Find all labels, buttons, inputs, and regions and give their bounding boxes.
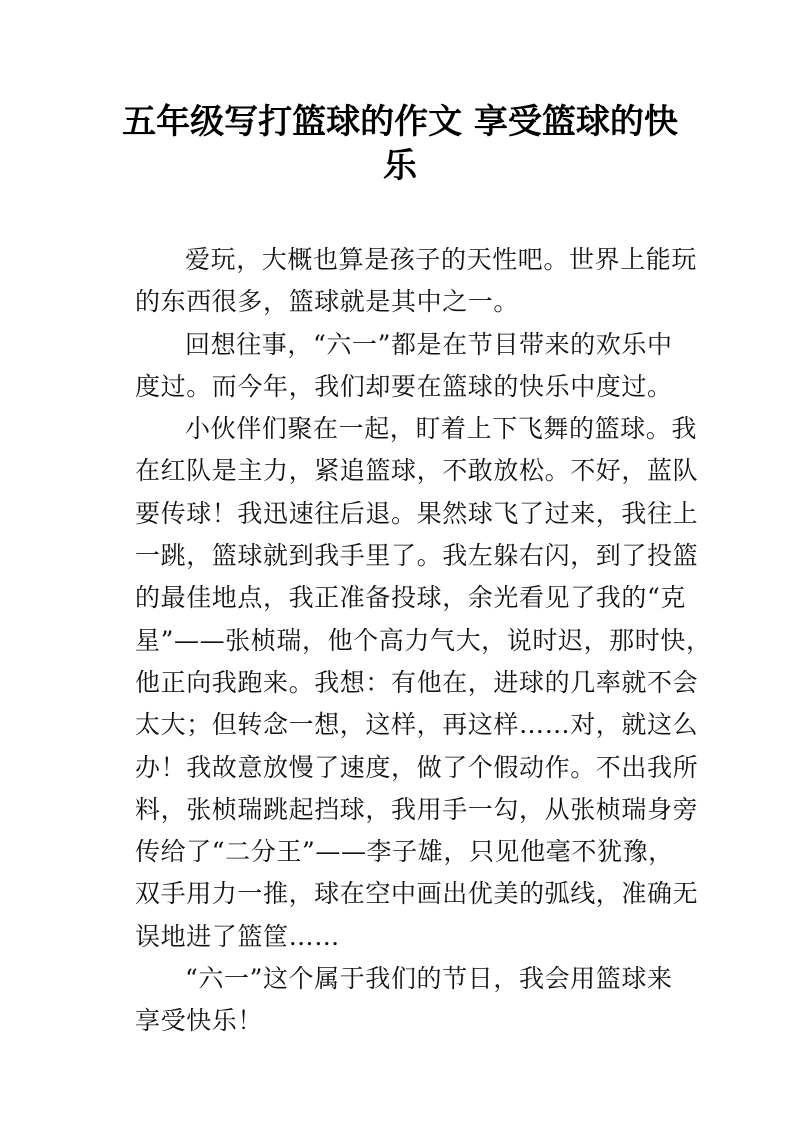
paragraph-line: 一跳，篮球就到我手里了。我左躲右闪，到了投篮 — [135, 541, 699, 571]
title-line-2: 乐 — [383, 146, 417, 186]
paragraph-line: 享受快乐！ — [135, 1006, 264, 1036]
paragraph-line: 小伙伴们聚在一起，盯着上下飞舞的篮球。我 — [185, 414, 698, 444]
paragraph-line: 误地进了篮筐…… — [135, 921, 340, 951]
paragraph-4 — [135, 958, 675, 1043]
paragraph-line: 星”——张桢瑞，他个高力气大，说时迟，那时快， — [135, 625, 712, 655]
paragraph-3 — [135, 408, 712, 958]
paragraph-line: 他正向我跑来。我想：有他在，进球的几率就不会 — [135, 667, 699, 697]
paragraph-line: 的最佳地点，我正准备投球，余光看见了我的“克 — [135, 583, 686, 613]
paragraph-line: 回想往事，“六一”都是在节目带来的欢乐中 — [185, 329, 673, 359]
paragraph-line: 料，张桢瑞跳起挡球，我用手一勾，从张桢瑞身旁 — [135, 794, 699, 824]
document-body — [135, 239, 712, 1043]
paragraph-line: 双手用力一推，球在空中画出优美的弧线，准确无 — [135, 879, 699, 909]
paragraph-line: 在红队是主力，紧追篮球，不敢放松。不好，蓝队 — [135, 456, 699, 486]
paragraph-line: 爱玩，大概也算是孩子的天性吧。世界上能玩 — [185, 245, 698, 274]
paragraph-line: 的东西很多，篮球就是其中之一。 — [135, 287, 520, 317]
document-title — [120, 100, 680, 188]
paragraph-line: 太大；但转念一想，这样，再这样……对，就这么 — [135, 710, 699, 740]
paragraph-1 — [135, 239, 698, 324]
title-line-1: 五年级写打篮球的作文 享受篮球的快 — [122, 102, 678, 142]
paragraph-line: 办！我故意放慢了速度，做了个假动作。不出我所 — [135, 752, 699, 782]
paragraph-line: “六一”这个属于我们的节日，我会用篮球来 — [185, 964, 673, 994]
paragraph-2 — [135, 324, 675, 409]
paragraph-line: 传给了“二分王”——李子雄，只见他毫不犹豫， — [135, 837, 674, 867]
paragraph-line: 度过。而今年，我们却要在篮球的快乐中度过。 — [135, 371, 673, 401]
paragraph-line: 要传球！我迅速往后退。果然球飞了过来，我往上 — [135, 498, 699, 528]
